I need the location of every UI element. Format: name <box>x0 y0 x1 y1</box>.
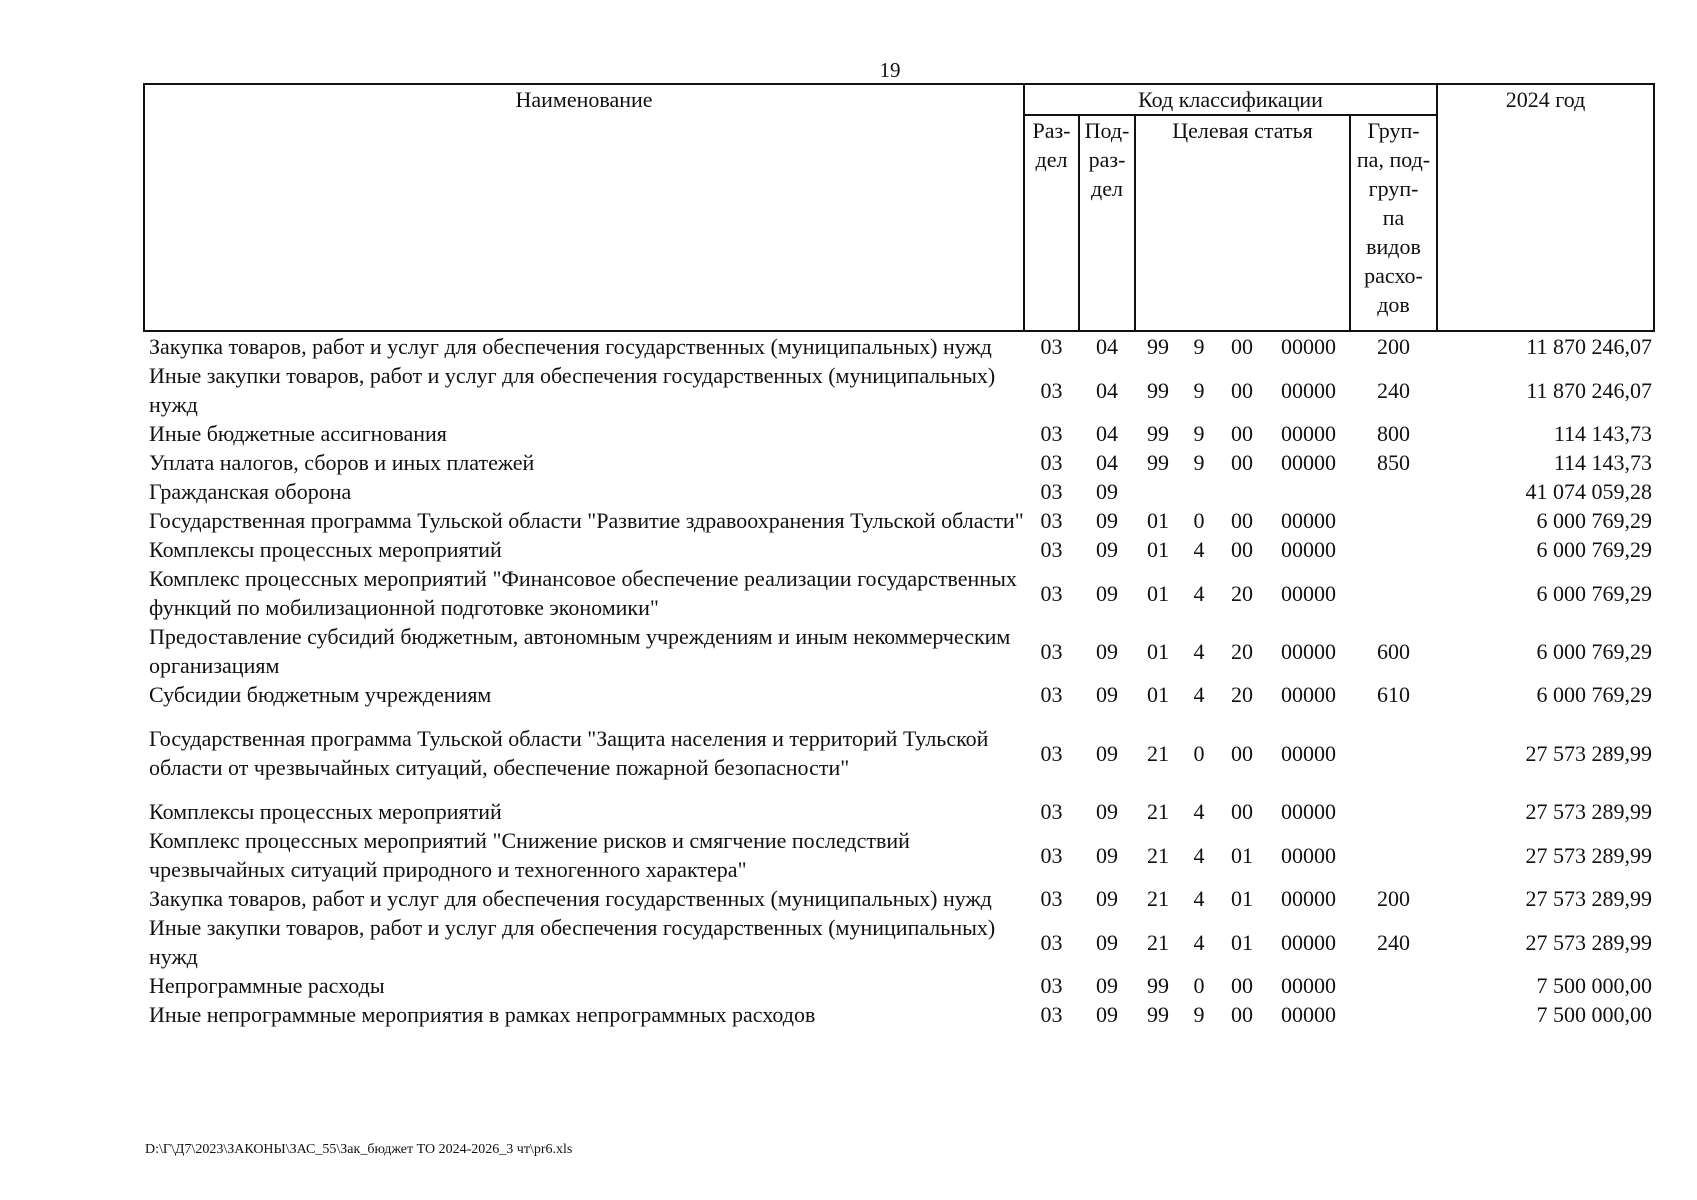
row-target-direction: 00000 <box>1281 1002 1336 1027</box>
row-target-direction: 00000 <box>1281 334 1336 359</box>
row-name: Иные непрограммные мероприятия в рамках непрограммных расходов <box>149 1002 816 1027</box>
row-amount: 6 000 769,29 <box>1536 682 1653 707</box>
header-year: 2024 год <box>1437 84 1654 331</box>
row-target-complex: 00 <box>1231 508 1253 533</box>
row-target-program: 99 <box>1147 450 1169 475</box>
row-razdel: 03 <box>1040 929 1063 955</box>
row-name: Непрограммные расходы <box>149 973 385 998</box>
row-target-direction: 00000 <box>1281 638 1336 664</box>
table-row <box>144 797 1654 826</box>
row-podrazdel: 09 <box>1096 886 1118 911</box>
row-razdel: 03 <box>1040 537 1063 562</box>
row-target-direction: 00000 <box>1281 421 1336 446</box>
row-target-complex <box>1217 477 1267 506</box>
row-target-direction: 00000 <box>1281 580 1336 606</box>
row-expense-group <box>1350 564 1437 622</box>
row-amount: 11 870 246,07 <box>1526 334 1653 359</box>
row-target-complex: 01 <box>1231 886 1253 911</box>
table-row <box>144 884 1654 913</box>
row-podrazdel: 09 <box>1096 1002 1118 1027</box>
row-target-program: 01 <box>1147 682 1169 707</box>
row-target-program: 21 <box>1147 740 1169 766</box>
row-podrazdel: 04 <box>1096 421 1118 446</box>
file-path-footer: D:\Г\Д7\2023\ЗАКОНЫ\ЗАС_55\Зак_бюджет ТО 2024-2026_3 чт\pr6.xls <box>145 1142 573 1157</box>
row-target-program: 01 <box>1147 580 1169 606</box>
row-target-direction: 00000 <box>1281 682 1336 707</box>
row-name: Предоставление субсидий бюджетным, автономным учреждениям и иным некоммерческим организациям <box>149 624 1011 678</box>
row-expense-group: 850 <box>1377 450 1411 475</box>
row-amount: 27 573 289,99 <box>1525 886 1653 911</box>
row-expense-group: 800 <box>1377 421 1411 446</box>
row-target-complex: 00 <box>1231 421 1253 446</box>
row-podrazdel: 09 <box>1096 682 1118 707</box>
row-target-program <box>1135 477 1181 506</box>
row-target-direction: 00000 <box>1281 799 1336 824</box>
table-row <box>144 419 1654 448</box>
row-expense-group: 240 <box>1377 377 1411 403</box>
row-target-complex: 00 <box>1231 334 1253 359</box>
page-number: 19 <box>879 58 901 82</box>
row-amount: 7 500 000,00 <box>1536 973 1653 998</box>
row-expense-group <box>1350 1000 1437 1029</box>
row-podrazdel: 09 <box>1096 508 1118 533</box>
row-name: Комплекс процессных мероприятий "Снижение рисков и смягчение последствий чрезвычайных ситуаций природного и техногенного характера" <box>149 828 910 882</box>
row-target-type: 9 <box>1193 334 1205 359</box>
row-name: Закупка товаров, работ и услуг для обеспечения государственных (муниципальных) нужд <box>149 886 992 911</box>
row-expense-group <box>1350 971 1437 1000</box>
row-razdel: 03 <box>1040 1002 1063 1027</box>
row-target-program: 21 <box>1147 886 1169 911</box>
row-target-direction <box>1267 477 1350 506</box>
row-podrazdel: 09 <box>1096 929 1118 955</box>
row-target-program: 01 <box>1147 537 1169 562</box>
row-amount: 6 000 769,29 <box>1536 508 1653 533</box>
row-target-complex: 20 <box>1231 682 1253 707</box>
table-body <box>144 331 1654 1029</box>
row-target-direction: 00000 <box>1281 973 1336 998</box>
row-target-type: 4 <box>1193 682 1205 707</box>
row-podrazdel: 04 <box>1096 334 1118 359</box>
row-podrazdel: 09 <box>1096 638 1118 664</box>
row-razdel: 03 <box>1040 580 1063 606</box>
row-target-direction: 00000 <box>1281 537 1336 562</box>
row-target-type: 4 <box>1193 886 1205 911</box>
budget-table <box>143 83 1655 1029</box>
row-razdel: 03 <box>1040 740 1063 766</box>
row-expense-group: 240 <box>1377 929 1411 955</box>
row-expense-group <box>1350 826 1437 884</box>
row-target-type: 4 <box>1193 929 1205 955</box>
row-name: Государственная программа Тульской области "Защита населения и территорий Тульской области от чрезвычайных ситуаций, обеспечение пожарной безопасности" <box>149 726 989 780</box>
row-target-direction: 00000 <box>1281 508 1336 533</box>
table-row <box>144 709 1654 797</box>
row-razdel: 03 <box>1040 886 1063 911</box>
row-razdel: 03 <box>1040 799 1063 824</box>
table-row <box>144 506 1654 535</box>
row-target-program: 99 <box>1147 973 1169 998</box>
row-target-direction: 00000 <box>1281 450 1336 475</box>
row-expense-group <box>1350 797 1437 826</box>
row-razdel: 03 <box>1040 973 1063 998</box>
row-target-program: 21 <box>1147 842 1169 868</box>
row-target-program: 99 <box>1147 1002 1169 1027</box>
row-podrazdel: 09 <box>1096 842 1118 868</box>
table-row <box>144 913 1654 971</box>
row-expense-group <box>1350 506 1437 535</box>
row-target-type: 4 <box>1193 842 1205 868</box>
row-target-type <box>1181 477 1217 506</box>
row-razdel: 03 <box>1040 334 1063 359</box>
row-target-complex: 00 <box>1231 973 1253 998</box>
table-row <box>144 564 1654 622</box>
table-row <box>144 448 1654 477</box>
table-row <box>144 1000 1654 1029</box>
row-podrazdel: 09 <box>1096 973 1118 998</box>
row-razdel: 03 <box>1040 421 1063 446</box>
row-target-direction: 00000 <box>1281 842 1336 868</box>
row-target-type: 4 <box>1193 638 1205 664</box>
row-target-type: 9 <box>1193 450 1205 475</box>
row-amount: 41 074 059,28 <box>1525 479 1653 504</box>
row-target-program: 99 <box>1147 377 1169 403</box>
row-target-program: 21 <box>1147 799 1169 824</box>
table-row <box>144 826 1654 884</box>
table-row <box>144 535 1654 564</box>
row-razdel: 03 <box>1040 377 1063 403</box>
row-amount: 27 573 289,99 <box>1525 740 1653 766</box>
row-expense-group: 200 <box>1377 334 1411 359</box>
row-razdel: 03 <box>1040 450 1063 475</box>
row-target-program: 99 <box>1147 421 1169 446</box>
row-target-complex: 20 <box>1231 580 1253 606</box>
header-razdel: Раз- дел <box>1024 115 1079 331</box>
row-amount: 7 500 000,00 <box>1536 1002 1653 1027</box>
row-expense-group <box>1350 535 1437 564</box>
row-amount: 11 870 246,07 <box>1526 377 1653 403</box>
row-razdel: 03 <box>1040 842 1063 868</box>
row-name: Комплекс процессных мероприятий "Финансовое обеспечение реализации государственных функций по мобилизационной подготовке экономики" <box>149 566 1017 620</box>
row-amount: 27 573 289,99 <box>1525 842 1653 868</box>
table-row <box>144 622 1654 680</box>
row-target-type: 0 <box>1193 740 1205 766</box>
row-name: Комплексы процессных мероприятий <box>149 799 502 824</box>
row-podrazdel: 04 <box>1096 377 1118 403</box>
row-podrazdel: 04 <box>1096 450 1118 475</box>
row-target-complex: 00 <box>1231 1002 1253 1027</box>
row-target-complex: 01 <box>1231 929 1253 955</box>
row-name: Закупка товаров, работ и услуг для обеспечения государственных (муниципальных) нужд <box>149 334 992 359</box>
row-target-direction: 00000 <box>1281 886 1336 911</box>
table-row <box>144 331 1654 361</box>
table-row <box>144 477 1654 506</box>
row-amount: 6 000 769,29 <box>1536 537 1653 562</box>
row-target-complex: 01 <box>1231 842 1253 868</box>
row-amount: 114 143,73 <box>1553 450 1653 475</box>
row-name: Субсидии бюджетным учреждениям <box>149 682 492 707</box>
row-target-complex: 00 <box>1231 450 1253 475</box>
header-expense-group: Груп- па, под- груп- па видов расхо- дов <box>1350 115 1437 331</box>
header-podrazdel: Под- раз- дел <box>1079 115 1135 331</box>
row-target-program: 01 <box>1147 638 1169 664</box>
row-expense-group: 610 <box>1377 682 1411 707</box>
row-target-type: 0 <box>1193 973 1205 998</box>
row-target-complex: 00 <box>1231 799 1253 824</box>
row-podrazdel: 09 <box>1096 799 1118 824</box>
row-razdel: 03 <box>1040 638 1063 664</box>
row-name: Иные бюджетные ассигнования <box>149 421 447 446</box>
row-expense-group <box>1350 477 1437 506</box>
row-name: Иные закупки товаров, работ и услуг для обеспечения государственных (муниципальных) нужд <box>149 915 996 969</box>
table-row <box>144 971 1654 1000</box>
row-target-type: 9 <box>1193 421 1205 446</box>
row-amount: 6 000 769,29 <box>1536 638 1653 664</box>
row-target-type: 4 <box>1193 537 1205 562</box>
table-row <box>144 680 1654 709</box>
row-target-type: 9 <box>1193 1002 1205 1027</box>
row-amount: 114 143,73 <box>1553 421 1653 446</box>
row-target-type: 9 <box>1193 377 1205 403</box>
row-target-direction: 00000 <box>1281 377 1336 403</box>
row-name: Комплексы процессных мероприятий <box>149 537 502 562</box>
row-target-direction: 00000 <box>1281 929 1336 955</box>
row-razdel: 03 <box>1040 479 1063 504</box>
row-name: Иные закупки товаров, работ и услуг для обеспечения государственных (муниципальных) нужд <box>149 363 996 417</box>
row-name: Государственная программа Тульской области "Развитие здравоохранения Тульской области" <box>149 508 1024 533</box>
row-name: Уплата налогов, сборов и иных платежей <box>149 450 535 475</box>
table-row <box>144 361 1654 419</box>
header-code-classification: Код классификации <box>1024 84 1437 115</box>
row-amount: 27 573 289,99 <box>1525 929 1653 955</box>
row-target-program: 21 <box>1147 929 1169 955</box>
row-target-program: 99 <box>1147 334 1169 359</box>
row-target-complex: 00 <box>1231 537 1253 562</box>
row-target-complex: 00 <box>1231 377 1253 403</box>
row-expense-group <box>1350 709 1437 797</box>
row-name: Гражданская оборона <box>149 479 352 504</box>
row-expense-group: 600 <box>1377 638 1411 664</box>
row-razdel: 03 <box>1040 682 1063 707</box>
row-target-program: 01 <box>1147 508 1169 533</box>
row-podrazdel: 09 <box>1096 740 1118 766</box>
row-razdel: 03 <box>1040 508 1063 533</box>
row-target-complex: 00 <box>1231 740 1253 766</box>
row-target-complex: 20 <box>1231 638 1253 664</box>
row-target-type: 4 <box>1193 799 1205 824</box>
row-target-type: 0 <box>1193 508 1205 533</box>
header-name: Наименование <box>144 84 1024 331</box>
row-target-type: 4 <box>1193 580 1205 606</box>
row-expense-group: 200 <box>1377 886 1411 911</box>
row-amount: 6 000 769,29 <box>1536 580 1653 606</box>
row-podrazdel: 09 <box>1096 537 1118 562</box>
row-target-direction: 00000 <box>1281 740 1336 766</box>
header-target-article: Целевая статья <box>1135 115 1350 331</box>
row-podrazdel: 09 <box>1096 479 1118 504</box>
row-amount: 27 573 289,99 <box>1525 799 1653 824</box>
row-podrazdel: 09 <box>1096 580 1118 606</box>
table-header <box>144 84 1654 331</box>
